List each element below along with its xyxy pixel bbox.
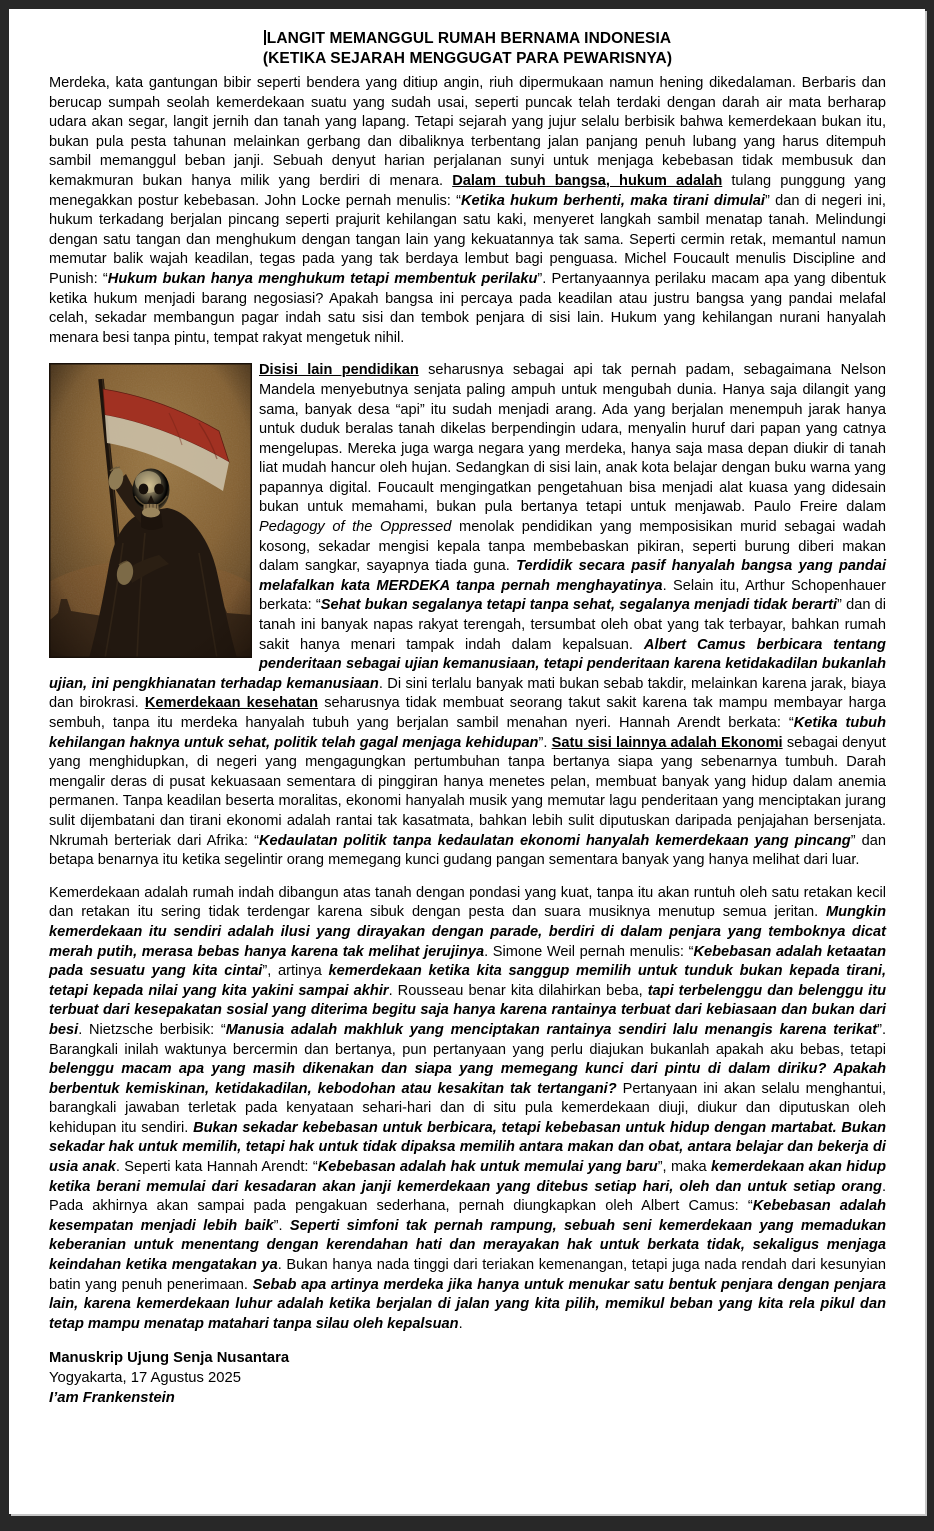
text-segment: ”. Pertanyaannya perilaku macam apa yang dibentuk ketika hukum menjadi barang negosiasi? Apakah bangsa ini percaya pada keadilan atau justru bangsa yang pandai melafal celah, sekadar membangun pagar indah satu sisi dan tembok penjara di sisi lain. Hukum yang kehilangan nurani hanyalah menara besi tanpa pintu, tempat rakyat mengetuk nihil. [49, 270, 886, 346]
text-segment: Mungkin kemerdekaan itu sendiri adalah ilusi yang dirayakan dengan parade, berdiri di dalam penjara yang temboknya dicat merah putih, merasa bebas hanya karena tak melihat jerujinya [49, 904, 886, 960]
text-segment: Hukum bukan hanya menghukum tetapi membentuk perilaku [107, 270, 538, 287]
text-segment: . Bukan hanya nada tinggi dari teriakan kemenangan, tetapi juga nada rendah dari kesunyian batin yang penuh penerimaan. [49, 1257, 886, 1293]
text-segment: . Selain itu, Arthur Schopenhauer berkata: “ [259, 577, 886, 614]
text-segment: ”. [538, 734, 552, 751]
text-segment: tapi terbelenggu dan belenggu itu terbuat dari kesepakatan sosial yang diterima begitu saja hanya karena rantainya terbuat dari kebiasaan dan bukan dari besi [49, 982, 886, 1038]
title-text-2: (KETIKA SEJARAH MENGGUGAT PARA PEWARISNYA) [262, 49, 673, 67]
text-segment: . Seperti kata Hannah Arendt: “ [115, 1159, 318, 1176]
text-segment: Kebebasan adalah ketaatan pada sesuatu yang kita cintai [49, 943, 886, 980]
paragraph-opening-law [49, 74, 886, 348]
text-segment: . Nietzsche berbisik: “ [78, 1021, 226, 1038]
text-segment: ”, maka [657, 1159, 711, 1176]
text-segment: Kebebasan adalah hak untuk memulai yang baru [317, 1159, 658, 1176]
text-segment: seharusnya sebagai api tak pernah padam, sebagaimana Nelson Mandela menyebutnya senjata paling ampuh untuk mengubah dunia. Hanya saja dilangit yang sama, banyak desa “api” itu sudah menjadi arang. Ada yang berjalan menempuh jarak hanya untuk duduk beralas tanah dikelas berpendingin udara, menyalin huruf dari papan yang catnya mengelupas. Mereka juga warga negara yang merdeka, hanya saja masa depan diukir di tanah liat mudah hancur oleh hujan. Sedangkan di sisi lain, anak kota belajar dengan buku warna yang papannya digital. Foucault mengingatkan pengetahuan bisa menjadi alat kuasa yang didesain bukan untuk memahami, bukan pula bertanya tetapi untuk menjawab. Paulo Freire dalam [259, 362, 886, 516]
manuscript-name: Manuskrip Ujung Senja Nusantara [49, 1350, 290, 1367]
text-segment: Sebab apa artinya merdeka jika hanya untuk menukar satu bentuk penjara dengan penjara lain, karena kemerdekaan luhur adalah ketika berjalan di jalan yang kita pilih, memikul beban yang kita rela pikul dan tetap mampu menatap matahari tanpa silau oleh kepalsuan [49, 1276, 886, 1332]
text-segment: Sehat bukan segalanya tetapi tanpa sehat, segalanya menjadi tidak berarti [320, 597, 838, 614]
text-segment: Bukan sekadar kebebasan untuk berbicara, tetapi kebebasan untuk hidup dengan martabat. Bukan sekadar hak untuk memilih, tetapi hak untuk tidak dipaksa memilih antara makan dan obat, antara belajar dan bekerja di usia anak [49, 1119, 886, 1176]
text-segment: Kebebasan adalah kesempatan menjadi lebih baik [49, 1198, 886, 1234]
text-segment: ”, artinya [262, 963, 329, 980]
title-line-2 [49, 49, 886, 69]
text-segment: Seperti simfoni tak pernah rampung, sebuah seni kemerdekaan yang memadukan keberanian untuk menentang dengan kerendahan hati dan merayakan hak untuk berkata tidak, sekaligus menjaga keindahan ketika mengatakan ya [49, 1217, 886, 1274]
text-segment: . Rousseau benar kita dilahirkan beba, [388, 982, 648, 999]
text-segment: belenggu macam apa yang masih dikenakan dan siapa yang memegang kunci dari pintu di dalam diriku? Apakah berbentuk kemiskinan, ketidakadilan, kebodohan atau kesakitan tak tertangani? [49, 1061, 886, 1097]
text-segment: kemerdekaan ketika kita sanggup memilih untuk tunduk bukan kepada tirani, tetapi kepada nilai yang kita yakini sampai akhir [49, 963, 887, 999]
text-segment: Disisi lain pendidikan [259, 362, 419, 379]
text-segment: Pertanyaan ini akan selalu menghantui, barangkali jawaban terletak pada kenyataan sehari-hari dan di situ pula kemerdekaan diuji, diukur dan diputuskan oleh kehidupan itu sendiri. [49, 1080, 886, 1136]
text-segment: tulang punggung yang menegakkan postur kebebasan. John Locke pernah menulis: “ [49, 172, 886, 209]
text-segment: Pedagogy of the Oppressed [259, 519, 452, 536]
text-segment: sebagai denyut yang menghidupkan, di negeri yang mengagungkan pertumbuhan tanpa bertanya siapa yang sebenarnya tumbuh. Darah mengalir deras di pusat kekuasaan sementara di pinggiran hanya menetes pelan, membuat banyak yang hidup dalam anemia permanen. Tanpa keadilan beserta moralitas, ekonomi hanyalah musik yang memutar lagu penderitaan yang menciptakan jurang sulit dijembatani dan tirani ekonomi adalah rantai tak kasatmata, bahkan lebih sulit diputuskan daripada penjajahan bersenjata. Nkrumah berteriak dari Afrika: “ [49, 734, 886, 849]
document-page [9, 9, 925, 1514]
text-segment: . [458, 1315, 463, 1332]
text-segment: Ketika tubuh kehilangan haknya untuk sehat, politik telah gagal menjaga kehidupan [49, 715, 886, 751]
text-segment: Dalam tubuh bangsa, hukum adalah [452, 172, 723, 189]
text-segment: Manusia adalah makhluk yang menciptakan rantainya sendiri lalu menangis karena terikat [225, 1021, 878, 1038]
text-segment: Kemerdekaan kesehatan [144, 695, 319, 712]
skeleton-flag-painting [49, 363, 252, 658]
text-segment: . Di sini terlalu banyak mati bukan sebab takdir, melainkan karena jarak, biaya dan birokrasi. [49, 675, 886, 712]
text-segment: Merdeka, kata gantungan bibir seperti bendera yang ditiup angin, riuh dipermukaan namun hening dikedalaman. Berbaris dan berucap sumpah seolah kemerdekaan suatu yang sudah usai, seperti puncak telah terdaki dengan darah air mata berharap udara akan segar, langit jernih dan tanah yang lapang. Tetapi sejarah yang jujur selalu berbisik bahwa kemerdekaan bukan itu, bukan pula pesta tahunan melainkan gerbang dan dibaliknya terbentang jalan panjang penuh lubang yang harus ditempuh sambil memanggul beban janji. Sebuah denyut harian perjalanan sunyi untuk menjaga kebebasan tidak membusuk dan kemakmuran bukan hanya milik yang berdiri di menara. [49, 75, 886, 189]
text-segment: kemerdekaan akan hidup ketika berani memulai dari kesadaran akan janji kemerdekaan yang ditebus setiap hari, oleh dan untuk setiap orang [49, 1159, 886, 1195]
text-segment: Ketika hukum berhenti, maka tirani dimulai [461, 192, 765, 209]
author-name: I’am Frankenstein [49, 1390, 175, 1407]
title-text-1: LANGIT MEMANGGUL RUMAH BERNAMA INDONESIA [266, 30, 672, 47]
figure-skeleton-flag [49, 363, 252, 658]
text-cursor [264, 30, 266, 45]
text-segment: . Simone Weil pernah menulis: “ [484, 943, 694, 960]
document-title [49, 29, 886, 68]
text-segment: ” dan di negeri ini, hukum terkadang berjalan pincang seperti prajurit kehilangan satu kaki, menyeret langkah sambil menatap tanah. Melindungi dengan satu tangan dan menghukum dengan tangan lain yang kekuatannya tak sama. Seperti cermin retak, memantul namun memutar balik wajah keadilan, tegas pada yang tak berdaya lembut bagi penguasa. Michel Foucault menulis Discipline and Punish: “ [49, 192, 886, 287]
text-segment: Kemerdekaan adalah rumah indah dibangun atas tanah dengan pondasi yang kuat, tanpa itu akan runtuh oleh satu retakan kecil dan retakan itu sering tidak terdengar karena sibuk dengan pesta dan suara musiknya menutup semua jeritan. [49, 884, 886, 921]
text-segment: ” dan betapa benarnya itu ketika segelintir orang memegang kunci gudang pangan sementara banyak yang hanya melihat dari luar. [49, 832, 886, 869]
place-date: Yogyakarta, 17 Agustus 2025 [49, 1370, 241, 1387]
text-segment: Albert Camus berbicara tentang penderitaan sebagai ujian kemanusiaan, tetapi penderitaan karena ketidakadilan bukanlah ujian, ini pengkhianatan terhadap kemanusiaan [49, 636, 886, 692]
text-segment: ”. [273, 1217, 290, 1234]
text-segment: menolak pendidikan yang memposisikan murid sebagai wadah kosong, sekadar mengisi kepala tanpa membebaskan pikiran, seperti burung diberi makan dalam sangkar, sayapnya tiada guna. [259, 519, 886, 575]
signature-block [49, 1348, 886, 1408]
text-segment: Kedaulatan politik tanpa kedaulatan ekonomi hanyalah kemerdekaan yang pincang [258, 832, 851, 849]
text-segment: Terdidik secara pasif hanyalah bangsa yang pandai melafalkan kata MERDEKA tanpa pernah menghayatinya [259, 558, 886, 594]
text-segment: ”. Barangkali inilah waktunya bercermin dan bertanya, pun pertanyaan yang perlu diajukan bukanlah apakah aku bebas, tetapi [49, 1021, 886, 1058]
title-line-1 [49, 29, 886, 49]
text-segment: Satu sisi lainnya adalah Ekonomi [551, 734, 783, 751]
paragraph-closing-freedom [49, 884, 886, 1335]
text-segment: seharusnya tidak membuat seorang takut sakit karena tak mampu membayar harga sembuh, tanpa itu merdeka hanyalah tubuh yang berjalan sambil menahan nyeri. Hannah Arendt berkata: “ [49, 695, 886, 731]
text-segment: ” dan di tanah ini banyak napas rakyat terengah, tersumbat oleh obat yang tak terbayar, bahkan rumah sakit hanya menari tampak indah dalam kepalsuan. [259, 597, 886, 653]
paragraph-education-health-economy [49, 361, 886, 870]
text-segment: . Pada akhirnya akan sampai pada pengakuan sederhana, pernah diungkapkan oleh Albert Camus: “ [49, 1178, 886, 1215]
